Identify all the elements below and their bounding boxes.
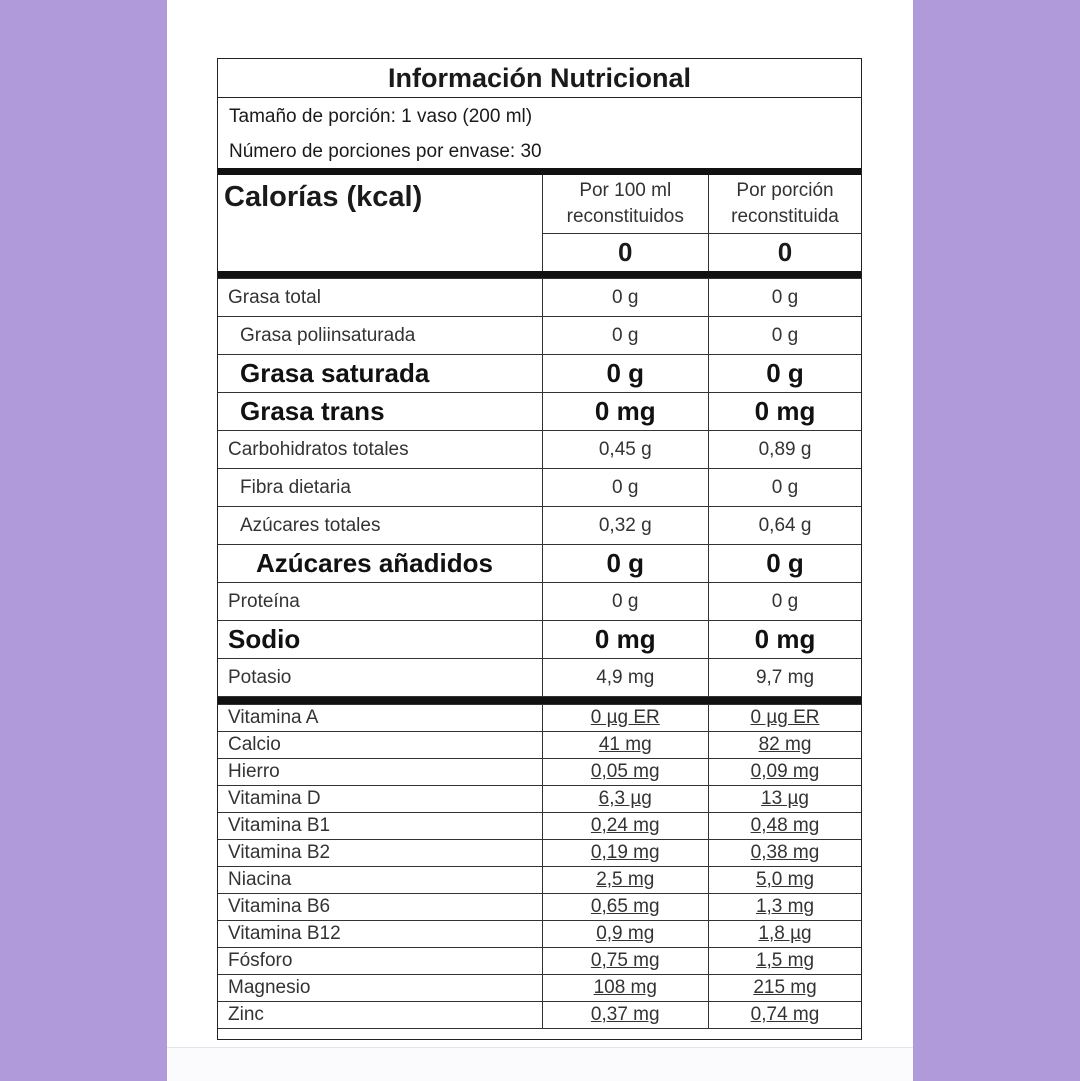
- vitamin-per-serving: 0,38 mg: [709, 840, 861, 867]
- nutrition-facts-label: [217, 58, 862, 1040]
- table-row: [218, 621, 861, 659]
- nutrient-per-serving: 0 g: [709, 279, 861, 317]
- nutrient-per-serving: 0 g: [709, 469, 861, 507]
- table-row: [218, 317, 861, 355]
- nutrient-per-100ml: 0 g: [542, 317, 709, 355]
- vitamin-per-100ml: 2,5 mg: [542, 867, 709, 894]
- vitamin-name: Magnesio: [218, 975, 542, 1002]
- nutrient-name: Grasa poliinsaturada: [218, 317, 542, 355]
- vitamin-per-serving: 0,48 mg: [709, 813, 861, 840]
- nutrient-per-100ml: 0 mg: [542, 393, 709, 431]
- nutrient-per-serving: 0 mg: [709, 393, 861, 431]
- vitamin-per-serving: 1,5 mg: [709, 948, 861, 975]
- vitamin-per-100ml: 0,37 mg: [542, 1002, 709, 1029]
- vitamin-per-100ml: 0,24 mg: [542, 813, 709, 840]
- table-row: [218, 469, 861, 507]
- serving-size: Tamaño de porción: 1 vaso (200 ml): [229, 106, 533, 127]
- table-row: [218, 393, 861, 431]
- vitamin-per-serving: 215 mg: [709, 975, 861, 1002]
- vitamin-per-100ml: 0 µg ER: [542, 705, 709, 732]
- vitamin-name: Vitamina A: [218, 705, 542, 732]
- vitamin-name: Calcio: [218, 732, 542, 759]
- thick-divider: [218, 271, 861, 278]
- vitamins-table: [218, 704, 861, 1029]
- table-row: [218, 507, 861, 545]
- nutrient-per-100ml: 0,32 g: [542, 507, 709, 545]
- nutrient-per-100ml: 0 mg: [542, 621, 709, 659]
- nutrient-name: Azúcares totales: [218, 507, 542, 545]
- vitamin-name: Vitamina B1: [218, 813, 542, 840]
- vitamin-per-serving: 0,74 mg: [709, 1002, 861, 1029]
- table-row: [218, 1002, 861, 1029]
- table-row: [218, 867, 861, 894]
- nutrient-name: Azúcares añadidos: [218, 545, 542, 583]
- vitamin-per-serving: 13 µg: [709, 786, 861, 813]
- calories-table: [218, 175, 861, 271]
- table-row: [218, 659, 861, 697]
- nutrient-name: Carbohidratos totales: [218, 431, 542, 469]
- vitamin-per-100ml: 0,05 mg: [542, 759, 709, 786]
- vitamin-per-serving: 0 µg ER: [709, 705, 861, 732]
- calories-per-100ml: 0: [542, 234, 709, 272]
- vitamin-per-100ml: 108 mg: [542, 975, 709, 1002]
- nutrient-per-serving: 0,64 g: [709, 507, 861, 545]
- vitamin-per-serving: 5,0 mg: [709, 867, 861, 894]
- vitamin-per-serving: 0,09 mg: [709, 759, 861, 786]
- vitamin-name: Vitamina B12: [218, 921, 542, 948]
- table-row: [218, 786, 861, 813]
- table-row: [218, 279, 861, 317]
- nutrient-name: Grasa trans: [218, 393, 542, 431]
- nutrient-per-serving: 0 g: [709, 355, 861, 393]
- table-row: [218, 894, 861, 921]
- nutrients-table: [218, 278, 861, 697]
- table-row: [218, 975, 861, 1002]
- nutrient-per-100ml: 0,45 g: [542, 431, 709, 469]
- calories-label: Calorías (kcal): [218, 175, 542, 271]
- table-row: [218, 840, 861, 867]
- vitamin-per-100ml: 6,3 µg: [542, 786, 709, 813]
- nutrient-per-100ml: 4,9 mg: [542, 659, 709, 697]
- table-row: [218, 583, 861, 621]
- vitamin-per-100ml: 0,19 mg: [542, 840, 709, 867]
- nutrient-name: Fibra dietaria: [218, 469, 542, 507]
- nutrient-per-serving: 0,89 g: [709, 431, 861, 469]
- nutrient-per-serving: 0 g: [709, 317, 861, 355]
- nutrient-per-serving: 0 g: [709, 545, 861, 583]
- nutrient-name: Potasio: [218, 659, 542, 697]
- vitamin-name: Fósforo: [218, 948, 542, 975]
- vitamin-per-100ml: 0,65 mg: [542, 894, 709, 921]
- label-title: Información Nutricional: [218, 59, 861, 98]
- vitamin-name: Vitamina B2: [218, 840, 542, 867]
- vitamin-per-serving: 1,3 mg: [709, 894, 861, 921]
- vitamin-name: Vitamina D: [218, 786, 542, 813]
- nutrient-name: Grasa total: [218, 279, 542, 317]
- table-row: [218, 705, 861, 732]
- vitamin-per-100ml: 41 mg: [542, 732, 709, 759]
- table-row: [218, 921, 861, 948]
- nutrient-per-serving: 9,7 mg: [709, 659, 861, 697]
- nutrient-name: Proteína: [218, 583, 542, 621]
- nutrient-per-100ml: 0 g: [542, 355, 709, 393]
- nutrient-per-100ml: 0 g: [542, 545, 709, 583]
- thick-divider: [218, 168, 861, 175]
- nutrient-per-serving: 0 g: [709, 583, 861, 621]
- column-header-per-100ml: Por 100 ml reconstituidos: [542, 175, 709, 234]
- thick-divider: [218, 697, 861, 704]
- vitamin-name: Niacina: [218, 867, 542, 894]
- vitamin-name: Hierro: [218, 759, 542, 786]
- table-row: [218, 732, 861, 759]
- table-row: [218, 355, 861, 393]
- table-row: [218, 813, 861, 840]
- table-row: [218, 948, 861, 975]
- nutrient-name: Grasa saturada: [218, 355, 542, 393]
- vitamin-per-serving: 1,8 µg: [709, 921, 861, 948]
- bottom-strip: [167, 1047, 913, 1081]
- vitamin-name: Vitamina B6: [218, 894, 542, 921]
- calories-per-serving: 0: [709, 234, 861, 272]
- vitamin-per-serving: 82 mg: [709, 732, 861, 759]
- vitamin-per-100ml: 0,9 mg: [542, 921, 709, 948]
- nutrient-per-serving: 0 mg: [709, 621, 861, 659]
- table-row: [218, 545, 861, 583]
- servings-per-container: Número de porciones por envase: 30: [229, 141, 542, 162]
- table-row: [218, 759, 861, 786]
- column-header-per-serving: Por porción reconstituida: [709, 175, 861, 234]
- table-row: [218, 431, 861, 469]
- vitamin-name: Zinc: [218, 1002, 542, 1029]
- nutrient-name: Sodio: [218, 621, 542, 659]
- nutrient-per-100ml: 0 g: [542, 279, 709, 317]
- nutrient-per-100ml: 0 g: [542, 469, 709, 507]
- nutrient-per-100ml: 0 g: [542, 583, 709, 621]
- vitamin-per-100ml: 0,75 mg: [542, 948, 709, 975]
